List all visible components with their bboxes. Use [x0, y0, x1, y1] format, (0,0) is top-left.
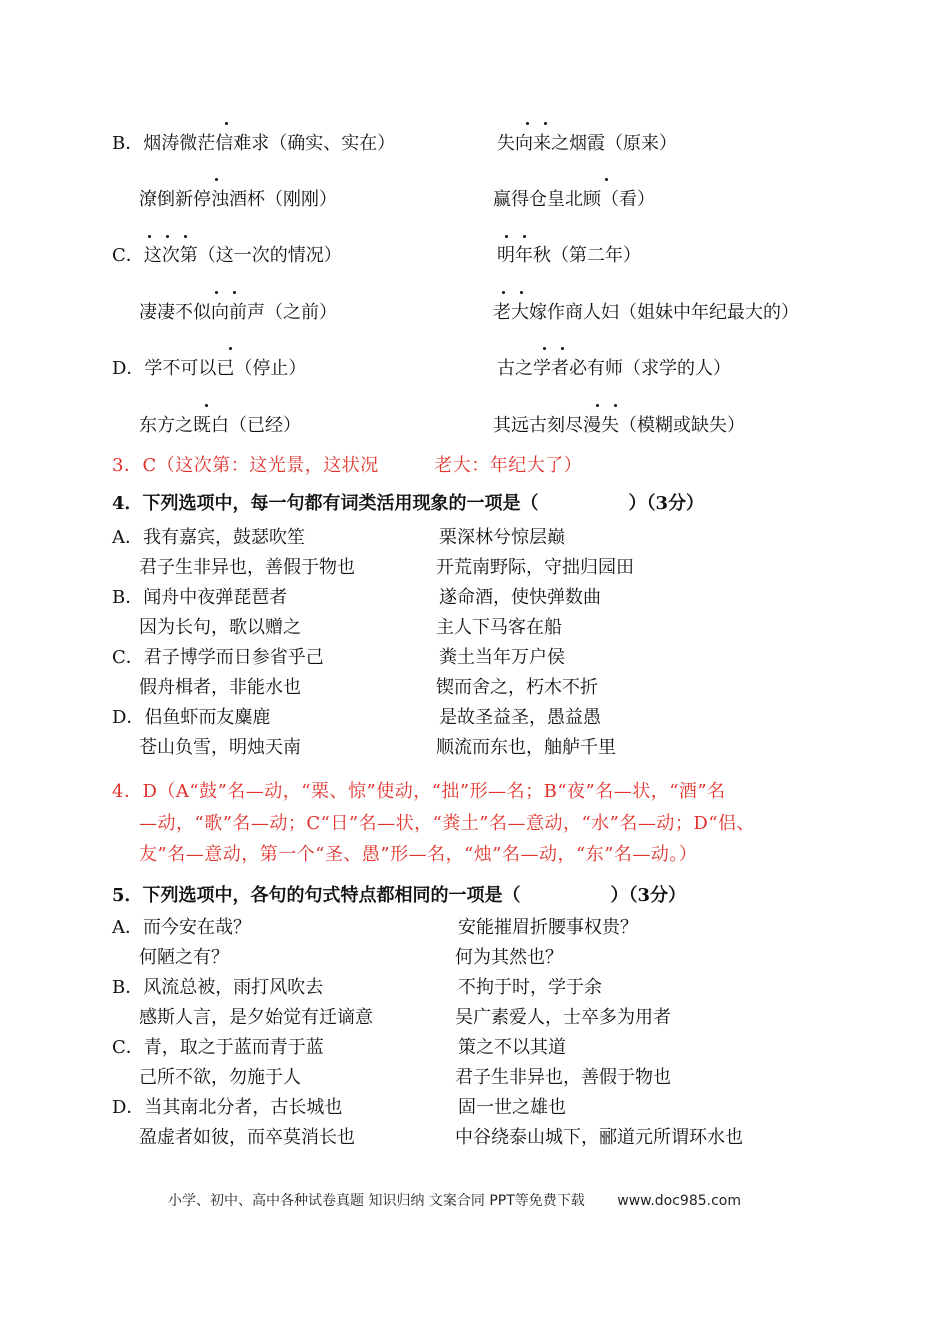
q4-row-a1-left: A．我有嘉宾，鼓瑟吹笙 [112, 527, 305, 548]
q3-option-b-right: 失向来之烟霞（原来） [497, 133, 677, 154]
emphasis-dot [205, 404, 208, 407]
emphasis-dot [505, 235, 508, 238]
q4-row-d2-right: 顺流而东也，舳舻千里 [436, 737, 616, 758]
q5-row-c2-left: 己所不欲，勿施于人 [139, 1067, 301, 1088]
q3-answer: 3．C（这次第：这光景，这状况 老大：年纪大了） [112, 455, 583, 476]
q3-option-c-right: 明年秋（第二年） [497, 245, 641, 266]
q3-option-c-left: C．这次第（这一次的情况） [112, 245, 342, 266]
emphasis-dot [148, 235, 151, 238]
q4-row-b1-right: 遂命酒，使快弹数曲 [439, 587, 601, 608]
q4-answer-line: 4．D（A“鼓”名—动，“栗、惊”使动，“拙”形—名；B“夜”名—状，“酒”名 [112, 781, 726, 802]
emphasis-dot [502, 291, 505, 294]
footer-link[interactable]: www.doc985.com [617, 1193, 741, 1209]
footer-text: 小学、初中、高中各种试卷真题 知识归纳 文案合同 PPT等免费下载 [168, 1193, 585, 1209]
q5-row-b1-right: 不拘于时，学于余 [458, 977, 602, 998]
emphasis-dot [561, 347, 564, 350]
q5-row-b2-right: 吴广素爱人，士卒多为用者 [455, 1007, 671, 1028]
q4-row-a2-left: 君子生非异也，善假于物也 [139, 557, 355, 578]
q3-option-d2-right: 其远古刻尽漫失（模糊或缺失） [493, 415, 745, 436]
q5-row-a2-right: 何为其然也？ [455, 947, 563, 968]
q3-option-c2-left: 凄凄不似向前声（之前） [139, 302, 337, 323]
emphasis-dot [166, 235, 169, 238]
emphasis-dot [544, 122, 547, 125]
emphasis-dot [229, 347, 232, 350]
emphasis-dot [225, 122, 228, 125]
q5-row-c1-left: C．青，取之于蓝而青于蓝 [112, 1037, 324, 1058]
q3-option-b-left: B．烟涛微茫信难求（确实、实在） [112, 133, 396, 154]
q4-row-d1-right: 是故圣益圣，愚益愚 [439, 707, 601, 728]
q4-row-c1-left: C．君子博学而日参省乎己 [112, 647, 324, 668]
q5-row-a2-left: 何陋之有？ [139, 947, 229, 968]
emphasis-dot [596, 404, 599, 407]
emphasis-dot [215, 178, 218, 181]
q3-option-d-left: D．学不可以已（停止） [112, 358, 307, 379]
q5-row-a1-right: 安能摧眉折腰事权贵？ [458, 917, 638, 938]
q5-row-d1-left: D．当其南北分者，古长城也 [112, 1097, 343, 1118]
q5-row-d2-left: 盈虚者如彼，而卒莫消长也 [139, 1127, 355, 1148]
q3-option-b2-right: 赢得仓皇北顾（看） [493, 189, 655, 210]
page-footer [168, 1190, 741, 1210]
q3-option-b2-left: 潦倒新停浊酒杯（刚刚） [139, 189, 337, 210]
q5-row-c1-right: 策之不以其道 [458, 1037, 566, 1058]
q5-stem: 5．下列选项中，各句的句式特点都相同的一项是（ ）（3分） [112, 885, 687, 906]
emphasis-dot [523, 235, 526, 238]
q4-row-a2-right: 开荒南野际，守拙归园田 [436, 557, 634, 578]
emphasis-dot [605, 178, 608, 181]
emphasis-dot [233, 291, 236, 294]
q3-option-d2-left: 东方之既白（已经） [139, 415, 301, 436]
q5-row-c2-right: 君子生非异也，善假于物也 [455, 1067, 671, 1088]
q4-row-b2-right: 主人下马客在船 [436, 617, 562, 638]
q4-answer-line: 友”名—意动，第一个“圣、愚”形—名，“烛”名—动，“东”名—动。） [139, 844, 698, 865]
emphasis-dot [215, 291, 218, 294]
q4-row-d1-left: D．侣鱼虾而友麋鹿 [112, 707, 271, 728]
emphasis-dot [520, 291, 523, 294]
q5-row-d1-right: 固一世之雄也 [458, 1097, 566, 1118]
q5-row-b1-left: B．风流总被，雨打风吹去 [112, 977, 324, 998]
emphasis-dot [614, 404, 617, 407]
q4-answer-line: —动，“歌”名—动；C“日”名—状，“粪土”名—意动，“水”名—动；D“侣、 [139, 813, 756, 834]
q5-row-b2-left: 感斯人言，是夕始觉有迁谪意 [139, 1007, 373, 1028]
q4-row-c1-right: 粪土当年万户侯 [439, 647, 565, 668]
q4-row-c2-right: 锲而舍之，朽木不折 [436, 677, 598, 698]
emphasis-dot [184, 235, 187, 238]
q3-option-d-right: 古之学者必有师（求学的人） [497, 358, 731, 379]
emphasis-dot [526, 122, 529, 125]
q3-option-c2-right: 老大嫁作商人妇（姐妹中年纪最大的） [493, 302, 799, 323]
q4-row-d2-left: 苍山负雪，明烛天南 [139, 737, 301, 758]
emphasis-dot [543, 347, 546, 350]
q4-row-b2-left: 因为长句，歌以赠之 [139, 617, 301, 638]
q4-row-b1-left: B．闻舟中夜弹琵琶者 [112, 587, 288, 608]
q5-row-d2-right: 中谷绕泰山城下，郦道元所谓环水也 [455, 1127, 743, 1148]
q4-row-a1-right: 栗深林兮惊层巅 [439, 527, 565, 548]
q5-row-a1-left: A．而今安在哉？ [112, 917, 251, 938]
q4-row-c2-left: 假舟楫者，非能水也 [139, 677, 301, 698]
q4-stem: 4．下列选项中，每一句都有词类活用现象的一项是（ ）（3分） [112, 493, 705, 514]
